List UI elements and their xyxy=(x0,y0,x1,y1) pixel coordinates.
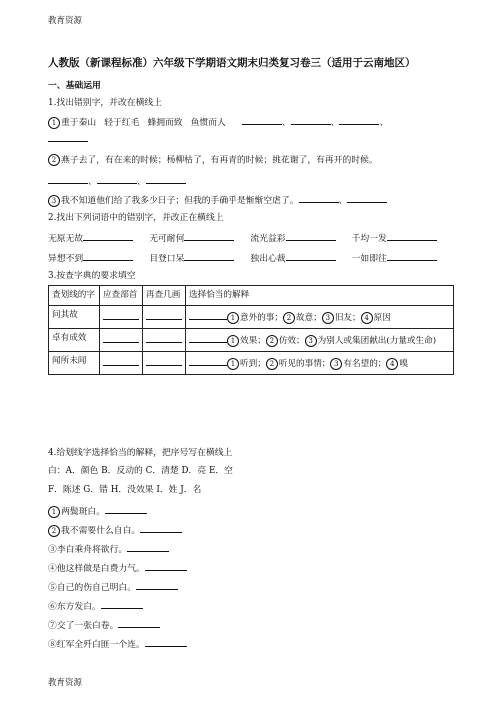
q4-item: ⑧红军全歼白匪一个连。 xyxy=(48,637,187,652)
answer-blank[interactable] xyxy=(145,637,187,647)
answer-blank[interactable] xyxy=(145,561,187,571)
table-header: 应查部首 xyxy=(100,286,143,306)
q4-item: ③李白乘舟将欲行。 xyxy=(48,542,169,557)
q4-item: ⑦交了一张白卷。 xyxy=(48,618,160,633)
table-cell-word: 问其故 xyxy=(49,306,100,329)
table-header: 查划线的字 xyxy=(49,286,100,306)
answer-blank[interactable] xyxy=(189,331,227,343)
q1-item2 xyxy=(48,154,378,168)
answer-blank[interactable] xyxy=(387,251,437,261)
answer-cell[interactable] xyxy=(143,352,186,375)
table-cell-options: 1 意外的事； 2 故意； 3 旧友； 4 原因 xyxy=(186,306,454,329)
answer-blank[interactable] xyxy=(48,132,88,142)
q4-item: ⑤自己的伤自己明白。 xyxy=(48,580,178,595)
word: 鱼惯而人 xyxy=(190,118,226,128)
word: 蜂拥而致 xyxy=(147,118,183,128)
table-header: 选择恰当的解释 xyxy=(186,286,454,306)
answer-blank[interactable] xyxy=(97,174,137,184)
q4-item: 1 两鬓斑白。 xyxy=(48,504,147,519)
answer-blank[interactable] xyxy=(184,251,234,261)
q1-item1-cont xyxy=(48,132,88,147)
q4-item: ⑥东方发白。 xyxy=(48,599,143,614)
q4-options-line1: 白：A．颜色 B．反动的 C．清楚 D．亮 E．空 xyxy=(48,466,233,476)
answer-blank[interactable] xyxy=(48,174,88,184)
dictionary-table xyxy=(48,285,454,375)
answer-blank[interactable] xyxy=(101,599,143,609)
answer-blank[interactable] xyxy=(291,115,331,125)
table-row xyxy=(49,352,454,375)
page-header: 教育资源 xyxy=(48,16,83,26)
sentence: 燕子去了，有在来的时候；杨柳枯了，有再青的时候；挑花谢了，有再开的时候。 xyxy=(61,155,378,166)
answer-cell[interactable] xyxy=(100,329,143,352)
answer-blank[interactable] xyxy=(136,580,178,590)
answer-cell[interactable] xyxy=(143,329,186,352)
table-header: 再查几画 xyxy=(143,286,186,306)
answer-blank[interactable] xyxy=(146,174,186,184)
answer-blank[interactable] xyxy=(242,115,282,125)
q2-prompt: 2.找出下列词语中的错别字，并改正在横线上 xyxy=(48,213,224,223)
answer-cell[interactable] xyxy=(100,306,143,329)
section-heading: 一、基础运用 xyxy=(48,81,101,91)
q1-item1: 1 重于秦山 轻于红毛 蜂拥而致 鱼惯而人 、 、 、 xyxy=(48,115,388,130)
answer-blank[interactable] xyxy=(387,231,437,241)
answer-cell[interactable] xyxy=(143,306,186,329)
q2-row2: 异想不到 目登口呆 独出心裁 一如即往 xyxy=(48,251,437,266)
table-row xyxy=(49,329,454,352)
q4-options-line2: F．陈述 G．错 H．没效果 I．姓 J．名 xyxy=(48,485,202,495)
answer-blank[interactable] xyxy=(83,231,133,241)
q4-prompt: 4.给划线字选择恰当的解释，把序号写在横线上 xyxy=(48,448,233,458)
q1-item3: 3 我不知道他们给了我多少日子；但我的手确乎是惭惭空虐了。 、 xyxy=(48,193,387,208)
q4-item: ④他这样做是白费力气。 xyxy=(48,561,187,576)
q2-row1: 无原无故 无可耐何 流光益彩 千均一发 xyxy=(48,231,437,246)
answer-blank[interactable] xyxy=(189,354,227,366)
table-header-row xyxy=(49,286,454,306)
circled-number: 1 xyxy=(48,117,60,129)
answer-blank[interactable] xyxy=(286,231,336,241)
sentence: 我不知道他们给了我多少日子；但我的手确乎是惭惭空虐了。 xyxy=(61,196,299,206)
word: 重于秦山 xyxy=(61,118,97,128)
answer-blank[interactable] xyxy=(286,251,336,261)
answer-blank[interactable] xyxy=(140,523,182,533)
q4-item: 2 我不需要什么自白。 xyxy=(48,523,182,538)
q3-prompt: 3.按查字典的要求填空 xyxy=(48,271,136,281)
table-cell-options: 1 效果； 2 仿效； 3 为别人或集团献出(力量或生命) xyxy=(186,329,454,352)
document-title: 人教版（新课程标准）六年级下学期语文期末归类复习卷三（适用于云南地区） xyxy=(48,57,416,69)
answer-blank[interactable] xyxy=(83,251,133,261)
table-cell-word: 卓有成效 xyxy=(49,329,100,352)
table-cell-options: 1 听到； 2 听见的事情； 3 有名望的； 4 嗅 xyxy=(186,352,454,375)
answer-blank[interactable] xyxy=(105,504,147,514)
table-row xyxy=(49,306,454,329)
answer-blank[interactable] xyxy=(299,193,339,203)
answer-blank[interactable] xyxy=(118,618,160,628)
circled-number: 2 xyxy=(48,154,60,166)
circled-number: 3 xyxy=(48,195,60,207)
word: 轻于红毛 xyxy=(104,118,140,128)
answer-blank[interactable] xyxy=(347,193,387,203)
q1-item2-blanks: 、 、 xyxy=(48,174,186,189)
answer-blank[interactable] xyxy=(189,308,227,320)
table-cell-word: 闻所未闻 xyxy=(49,352,100,375)
q1-prompt: 1.找出错别字，并改在横线上 xyxy=(48,98,162,108)
answer-cell[interactable] xyxy=(100,352,143,375)
answer-blank[interactable] xyxy=(127,542,169,552)
answer-blank[interactable] xyxy=(184,231,234,241)
answer-blank[interactable] xyxy=(339,115,379,125)
page-footer: 教育资源 xyxy=(48,678,83,688)
